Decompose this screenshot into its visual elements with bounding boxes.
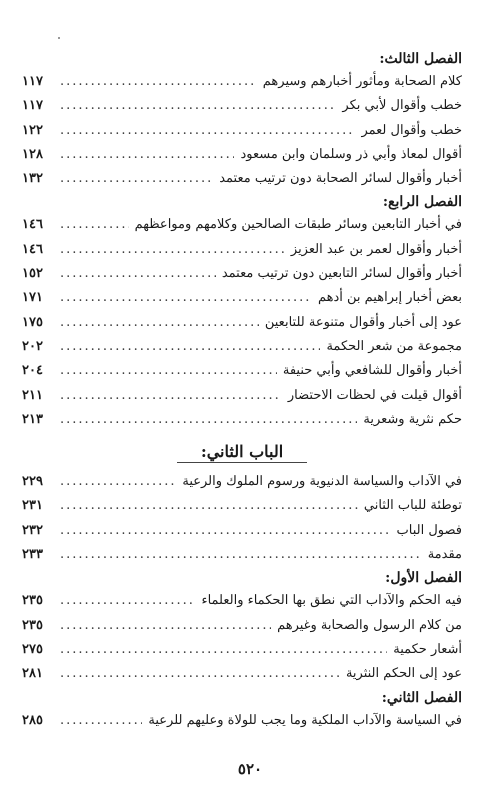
toc-entry-title: أقوال لمعاذ وأبي ذر وسلمان وابن مسعود bbox=[240, 146, 462, 162]
toc-entry-page: ١١٧ bbox=[22, 98, 43, 114]
toc-entry-page: ١٤٦ bbox=[22, 241, 43, 257]
dot-leader bbox=[60, 94, 336, 118]
toc-entry bbox=[22, 143, 462, 167]
part-2-heading-text: الباب الثاني: bbox=[200, 442, 284, 462]
chapter-3-heading: الفصل الثالث: bbox=[379, 51, 462, 67]
toc-entry bbox=[22, 662, 462, 686]
toc-entry bbox=[22, 119, 462, 143]
dot-leader bbox=[60, 614, 271, 638]
toc-entry-page: ٢٣٢ bbox=[22, 522, 43, 538]
toc-entry-title: أخبار وأقوال لسائر التابعين دون ترتيب معتمد bbox=[221, 266, 462, 282]
toc-entry bbox=[22, 638, 462, 662]
toc-entry-title: كلام الصحابة ومأثور أخبارهم وسيرهم bbox=[262, 74, 462, 89]
toc-entry bbox=[22, 311, 462, 335]
toc-entry bbox=[22, 543, 462, 567]
toc-entry-page: ١٤٦ bbox=[22, 217, 43, 233]
dot-leader bbox=[60, 638, 387, 662]
toc-entry-page: ٢٧٥ bbox=[22, 641, 43, 657]
toc-entry-title: أخبار وأقوال للشافعي وأبي حنيفة bbox=[282, 363, 462, 379]
dot-leader bbox=[60, 709, 142, 733]
toc-entry-title: خطب وأقوال لعمر bbox=[361, 122, 462, 138]
toc-entry-page: ٢٣٥ bbox=[22, 593, 43, 609]
toc-entry-title: بعض أخبار إبراهيم بن أدهم bbox=[317, 290, 462, 306]
toc-entry-title: عود إلى أخبار وأقوال متنوعة للتابعين bbox=[264, 314, 462, 330]
toc-entry-page: ٢٣٥ bbox=[22, 617, 43, 633]
scan-speck bbox=[58, 37, 60, 39]
toc-entry-title: فصول الباب bbox=[396, 522, 462, 538]
dot-leader bbox=[60, 143, 234, 167]
dot-leader bbox=[60, 543, 422, 567]
toc-entry bbox=[22, 262, 462, 286]
toc-entry-title: في السياسة والآداب الملكية وما يجب للولاة وعليهم للرعية bbox=[148, 712, 462, 728]
part-2-heading bbox=[22, 434, 462, 470]
dot-leader bbox=[60, 384, 282, 408]
toc-entry bbox=[22, 470, 462, 494]
dot-leader bbox=[60, 470, 176, 494]
toc-entry-page: ٢٣٣ bbox=[22, 547, 43, 563]
toc-entry bbox=[22, 359, 462, 383]
toc-entry-page: ٢١١ bbox=[22, 387, 43, 403]
toc-entry bbox=[22, 213, 462, 237]
toc-entry-title: في الآداب والسياسة الدنيوية ورسوم الملوك والرعية bbox=[182, 474, 462, 490]
dot-leader bbox=[60, 286, 312, 310]
dot-leader bbox=[60, 119, 355, 143]
toc-entry-page: ٢٢٩ bbox=[22, 474, 43, 490]
toc-entry bbox=[22, 167, 462, 191]
toc-entry bbox=[22, 238, 462, 262]
dot-leader bbox=[60, 238, 285, 262]
dot-leader bbox=[60, 408, 357, 432]
toc-entry-title: أخبار وأقوال لسائر الصحابة دون ترتيب معتمد bbox=[219, 171, 462, 187]
toc-entry-page: ٢٠٢ bbox=[22, 338, 43, 354]
chapter-4-heading: الفصل الرابع: bbox=[382, 194, 462, 211]
toc-entry-title: عود إلى الحكم النثرية bbox=[345, 666, 462, 682]
toc-entry-title: حكم نثرية وشعرية bbox=[363, 411, 462, 427]
dot-leader bbox=[60, 494, 358, 518]
toc-entry-title: من كلام الرسول والصحابة وغيرهم bbox=[277, 617, 462, 633]
toc-entry bbox=[22, 335, 462, 359]
dot-leader bbox=[60, 70, 257, 94]
dot-leader bbox=[60, 662, 340, 686]
toc-entry bbox=[22, 286, 462, 310]
toc-entry-page: ١٢٨ bbox=[22, 146, 43, 162]
toc-entry-page: ٢٨٥ bbox=[22, 712, 43, 728]
toc-entry-page: ٢٠٤ bbox=[22, 363, 43, 379]
dot-leader bbox=[60, 589, 195, 613]
dot-leader bbox=[60, 519, 391, 543]
toc-entry-page: ٢٣١ bbox=[22, 498, 43, 514]
dot-leader bbox=[60, 167, 213, 191]
toc-entry-title: أشعار حكمية bbox=[393, 641, 462, 657]
dot-leader bbox=[60, 213, 129, 237]
toc-entry-page: ١٢٢ bbox=[22, 122, 43, 138]
toc-entry-page: ٢١٣ bbox=[22, 411, 43, 427]
heading-underline bbox=[177, 462, 307, 463]
dot-leader bbox=[60, 262, 216, 286]
toc-entry bbox=[22, 614, 462, 638]
dot-leader bbox=[60, 311, 259, 335]
toc-entry-title: فيه الحكم والآداب التي نطق بها الحكماء والعلماء bbox=[201, 593, 462, 609]
toc-entry-title: أقوال قيلت في لحظات الاحتضار bbox=[287, 387, 462, 403]
toc-entry-title: خطب وأقوال لأبي بكر bbox=[342, 98, 462, 114]
page-number: ٥٢٠ bbox=[237, 760, 263, 778]
toc-entry bbox=[22, 709, 462, 733]
toc-entry-page: ٢٨١ bbox=[22, 666, 43, 682]
chapter-1-heading: الفصل الأول: bbox=[385, 570, 462, 587]
toc-entry bbox=[22, 70, 462, 94]
toc-entry bbox=[22, 384, 462, 408]
toc-entry bbox=[22, 408, 462, 432]
dot-leader bbox=[60, 335, 320, 359]
toc-entry-page: ١١٧ bbox=[22, 74, 43, 89]
toc-entry bbox=[22, 519, 462, 543]
toc-entry-page: ١٥٢ bbox=[22, 266, 43, 282]
toc-entry-title: مجموعة من شعر الحكمة bbox=[326, 338, 462, 354]
toc-page bbox=[22, 48, 462, 733]
toc-entry bbox=[22, 589, 462, 613]
dot-leader bbox=[60, 359, 277, 383]
toc-entry bbox=[22, 494, 462, 518]
toc-entry-title: في أخبار التابعين وسائر طبقات الصالحين وكلامهم ومواعظهم bbox=[134, 217, 462, 233]
toc-entry-page: ١٣٢ bbox=[22, 171, 43, 187]
toc-entry-page: ١٧٥ bbox=[22, 314, 43, 330]
toc-entry bbox=[22, 94, 462, 118]
toc-entry-title: مقدمة bbox=[427, 547, 462, 563]
chapter-2-heading: الفصل الثاني: bbox=[381, 689, 462, 706]
toc-entry-title: أخبار وأقوال لعمر بن عبد العزيز bbox=[290, 241, 462, 257]
toc-entry-page: ١٧١ bbox=[22, 290, 43, 306]
toc-entry-title: توطئة للباب الثاني bbox=[363, 498, 462, 514]
